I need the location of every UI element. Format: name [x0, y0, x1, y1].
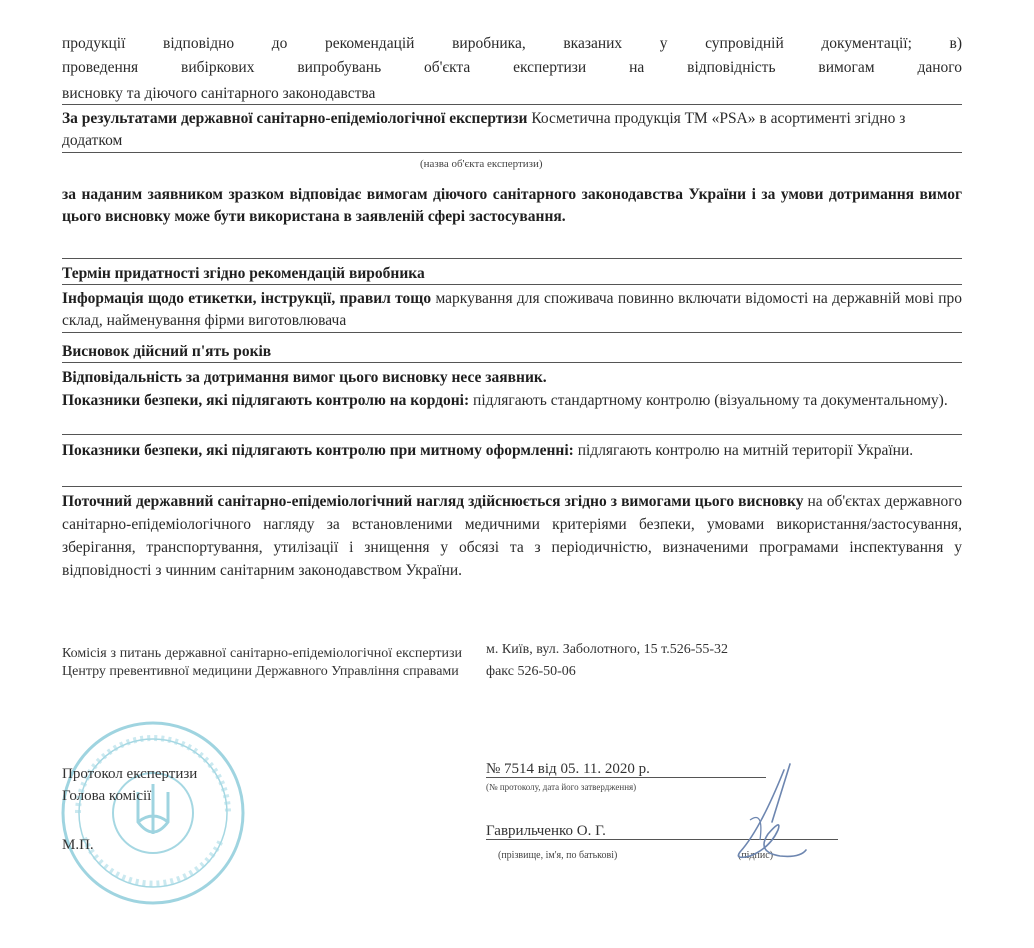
rule	[62, 486, 962, 487]
customs-control-text: підлягають контролю на митній території України.	[577, 442, 914, 459]
fax: факс 526-50-06	[486, 664, 576, 679]
border-control-paragraph	[62, 390, 962, 412]
intro-line-3: висновку та діючого санітарного законодавства	[62, 85, 376, 102]
protocol-value: № 7514 від 05. 11. 2020 р.	[486, 761, 650, 777]
rule	[62, 258, 962, 259]
rule	[62, 362, 962, 363]
seal-label: М.П.	[62, 837, 94, 853]
labeling-paragraph	[62, 288, 962, 332]
supervision-text: на об'єктах державного санітарно-епідеміологічного нагляду за встановленими медичними критеріями безпеки, умовами використання/застосування, зберігання, транспортування, утилізації і знищення у обсязі та з періодичністю, визначеними програмами інспектування у відповідності з чинним санітарним законодавством України.	[62, 493, 962, 579]
head-label: Голова комісії	[62, 788, 152, 804]
shelf-life-text: Термін придатності згідно рекомендацій виробника	[62, 265, 425, 282]
address: м. Київ, вул. Заболотного, 15 т.526-55-32	[486, 642, 729, 657]
border-control-text: підлягають стандартному контролю (візуальному та документальному).	[473, 392, 948, 409]
rule	[62, 332, 962, 333]
border-control-heading: Показники безпеки, які підлягають контролю на кордоні:	[62, 392, 470, 409]
labeling-text: маркування для споживача повинно включати відомості на державній мові про склад, найменування фірми виготовлювача	[62, 290, 963, 329]
responsibility: Відповідальність за дотримання вимог цього висновку несе заявник.	[62, 369, 547, 386]
protocol-caption: (№ протоколу, дата його затвердження)	[486, 782, 637, 792]
customs-control-paragraph	[62, 440, 962, 462]
customs-control-heading: Показники безпеки, які підлягають контролю при митному оформленні:	[62, 442, 574, 459]
expertise-object: Косметична продукція ТМ «PSA» в асортименті згідно з додатком	[62, 110, 906, 149]
rule	[62, 152, 962, 153]
rule	[62, 284, 962, 285]
supervision-heading: Поточний державний санітарно-епідеміологічний нагляд здійснюється згідно з вимогами цього висновку	[62, 493, 804, 510]
name-caption: (прізвище, ім'я, по батькові)	[498, 850, 618, 861]
rule	[62, 104, 962, 105]
supervision-paragraph	[62, 490, 962, 582]
rule	[62, 434, 962, 435]
result-conclusion: за наданим заявником зразком відповідає вимогам діючого санітарного законодавства України і за умови дотримання вимог цього висновку може бути використана в заявленій сфері застосування.	[62, 186, 962, 225]
signature-caption: (підпис)	[738, 850, 774, 861]
result-paragraph	[62, 108, 962, 152]
intro-line-2: проведення вибіркових випробувань об'єкта експертизи на відповідність вимогам даного	[62, 59, 962, 76]
signature-icon	[720, 760, 810, 870]
validity: Висновок дійсний п'ять років	[62, 343, 272, 360]
object-caption: (назва об'єкта експертизи)	[420, 158, 543, 170]
shelf-life	[62, 264, 962, 283]
head-name: Гаврильченко О. Г.	[486, 823, 606, 839]
result-heading: За результатами державної санітарно-епідеміологічної експертизи	[62, 110, 528, 127]
seal-stamp-icon	[58, 718, 248, 908]
protocol-label: Протокол експертизи	[62, 766, 198, 782]
intro-line-1: продукції відповідно до рекомендацій виробника, вказаних у супровідній документації; в)	[62, 35, 962, 52]
labeling-heading: Інформація щодо етикетки, інструкції, правил тощо	[62, 290, 432, 307]
commission-name: Комісія з питань державної санітарно-епідеміологічної експертизи Центру превентивної медицини Державного Управління справами	[62, 646, 462, 679]
